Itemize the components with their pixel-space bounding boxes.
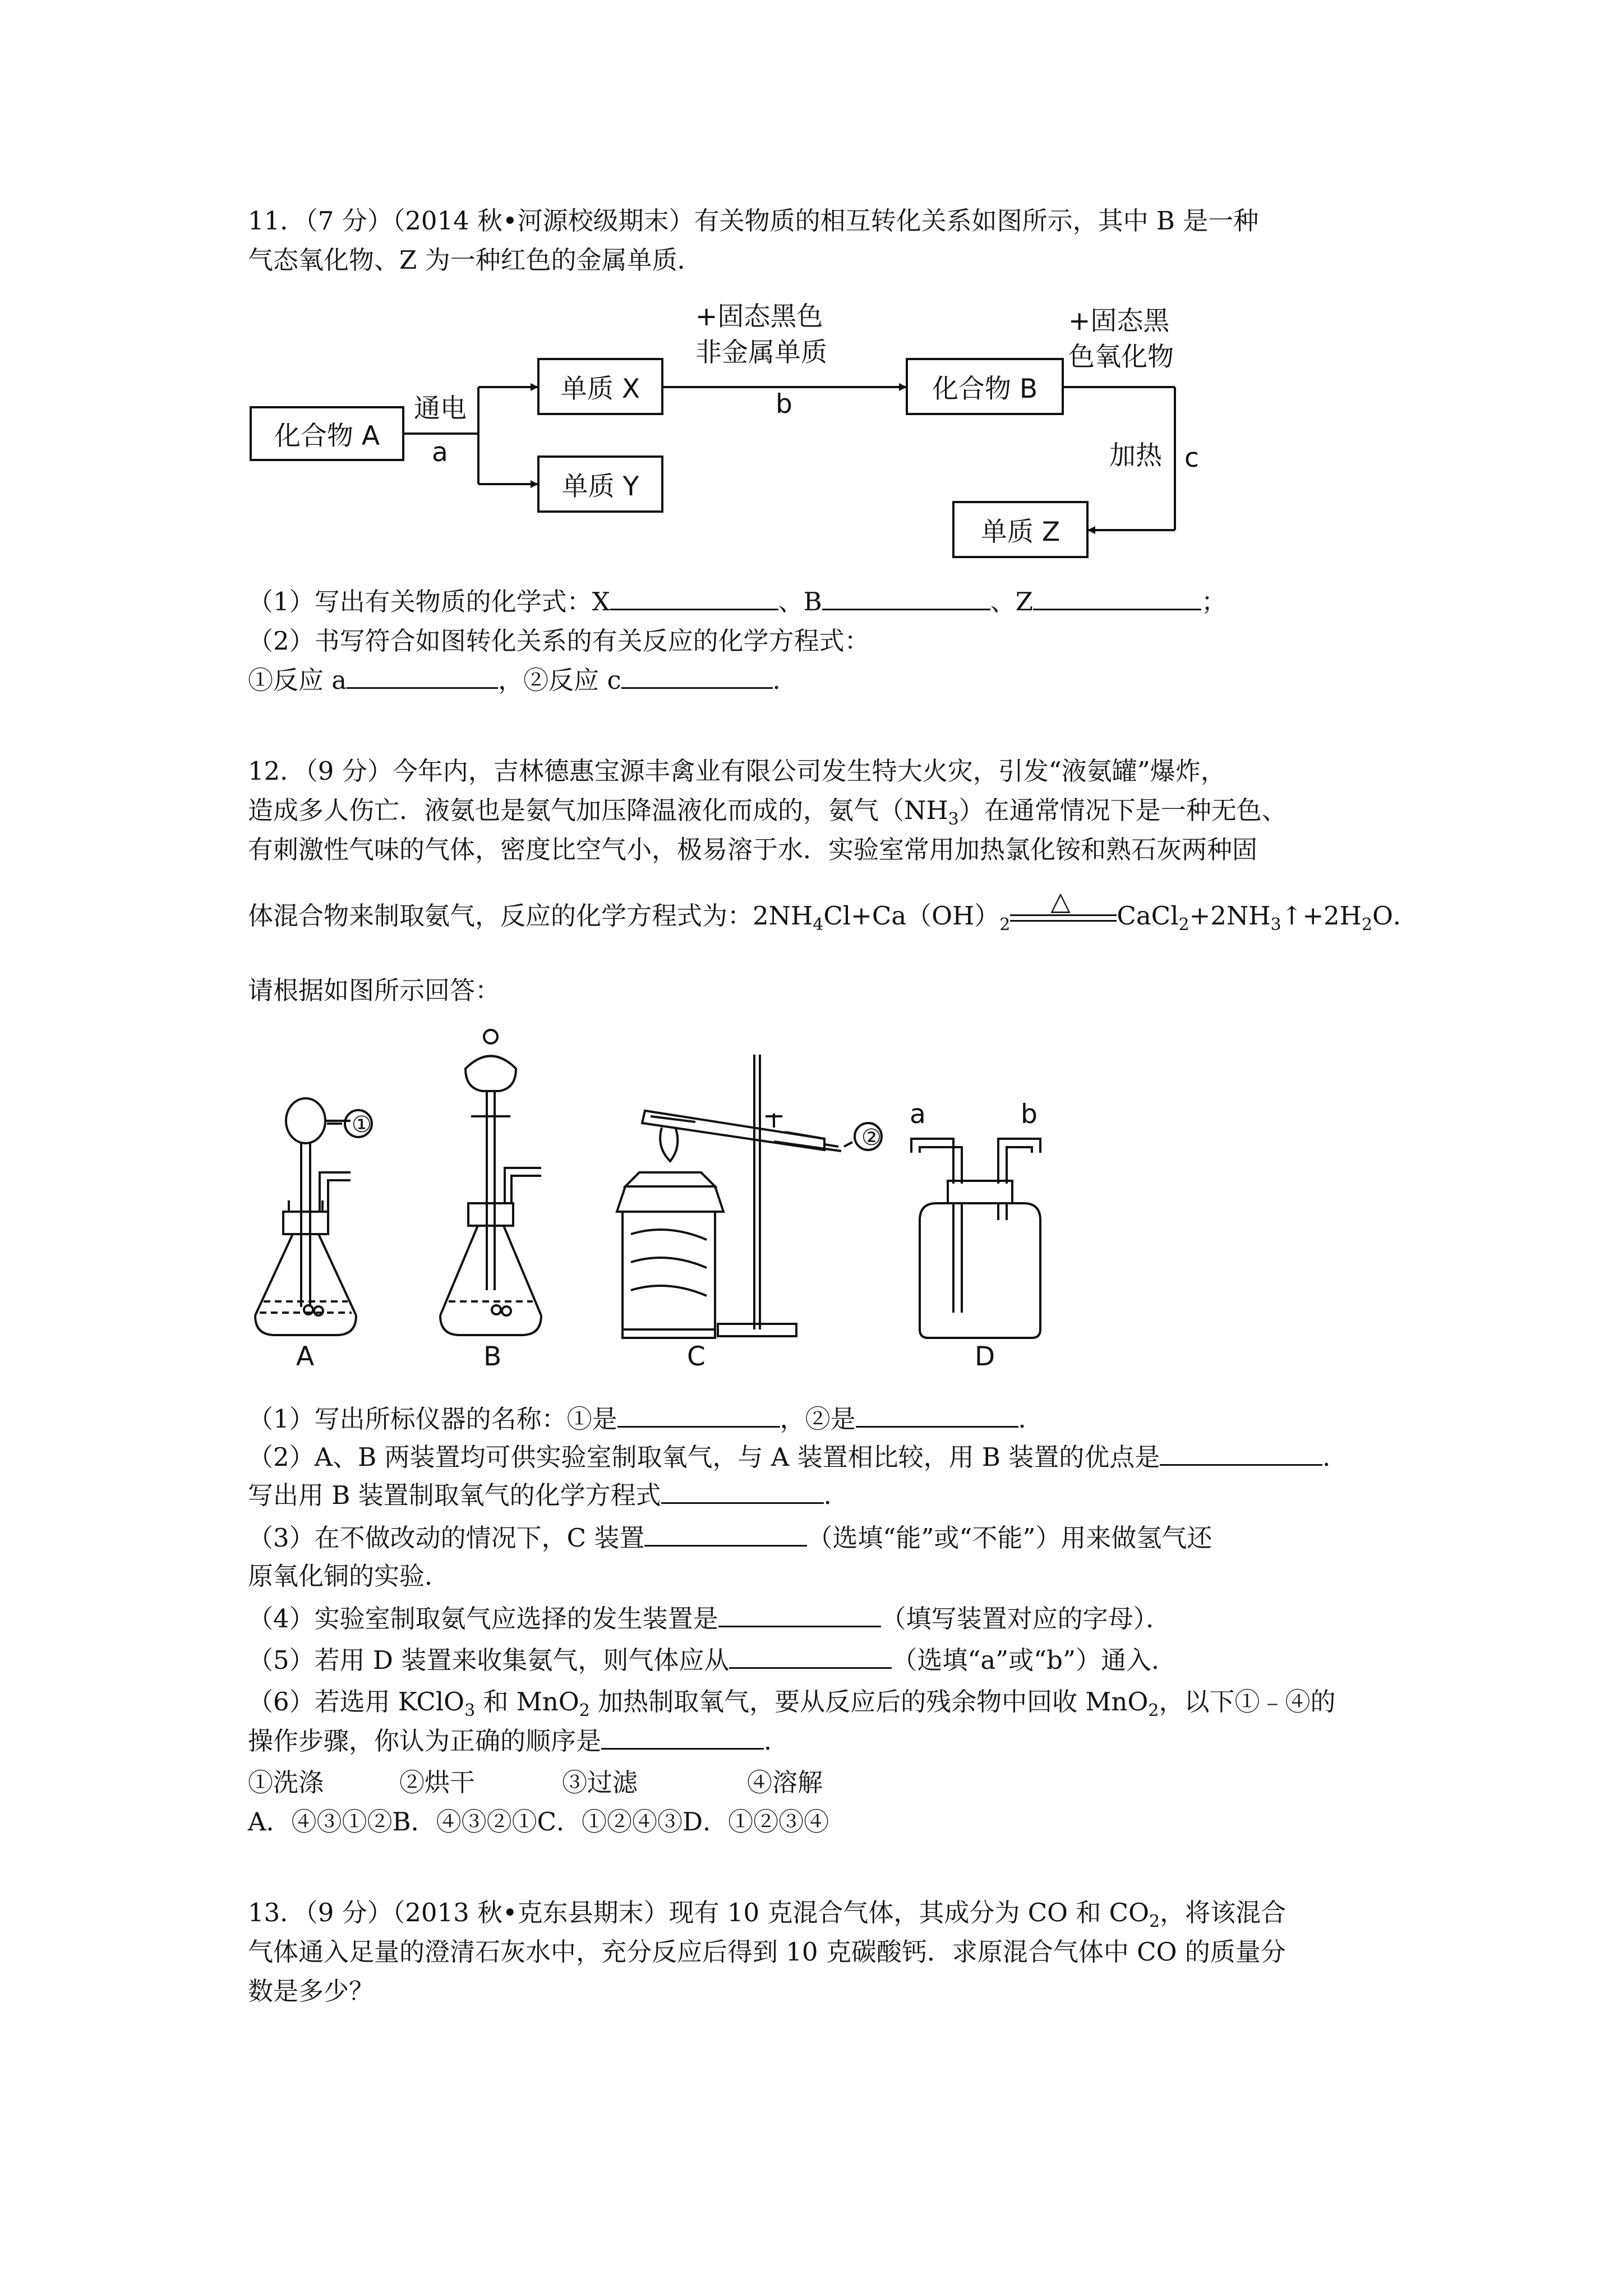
q11-header-line1: 11．（7 分）（2014 秋•河源校级期末）有关物质的相互转化关系如图所示，其中 B 是一种 bbox=[248, 206, 1259, 236]
apparatus-a-drawing bbox=[255, 1098, 356, 1335]
apparatus-b-drawing bbox=[440, 1030, 541, 1335]
q12-sub5: （5）若用 D 装置来收集氨气，则气体应从 （选填“a”或“b”）通入． bbox=[248, 1644, 1177, 1677]
label-b: b bbox=[776, 389, 792, 420]
q11-header-line2: 气态氧化物、Z 为一种红色的金属单质． bbox=[248, 245, 703, 275]
label-oxide-line2: 色氧化物 bbox=[1068, 342, 1174, 372]
q12-sub6-line2: 操作步骤，你认为正确的顺序是 ． bbox=[248, 1724, 789, 1758]
apparatus-d-label: D bbox=[975, 1341, 995, 1372]
label-c: c bbox=[1184, 443, 1199, 473]
answer-blank-c-device[interactable] bbox=[644, 1521, 807, 1547]
step-washing: ①洗涤 bbox=[248, 1768, 324, 1797]
answer-blank-instrument-1[interactable] bbox=[617, 1402, 780, 1428]
apparatus-a-label: A bbox=[296, 1341, 315, 1372]
element-x-label: 单质 X bbox=[560, 373, 640, 404]
label-a: a bbox=[432, 437, 448, 468]
answer-blank-oxygen-equation[interactable] bbox=[661, 1479, 824, 1504]
callout-1-label: ① bbox=[352, 1112, 372, 1138]
answer-blank-inlet[interactable] bbox=[729, 1644, 892, 1669]
q13-line3: 数是多少？ bbox=[248, 1976, 375, 2006]
apparatus-d-drawing bbox=[911, 1139, 1040, 1338]
label-solid-line2: 非金属单质 bbox=[695, 337, 827, 368]
q12-sub6: （6）若选用 KClO$_3$ 和 MnO$_2$ 加热制取氧气，要从反应后的残余物中回收 MnO$_2$，以下①﹣④的 bbox=[248, 1687, 1336, 1720]
q11-part1: （1）写出有关物质的化学式：X 、B 、Z ； bbox=[248, 585, 1227, 619]
q11-part3: ①反应 a ，②反应 c ． bbox=[248, 664, 798, 697]
label-tongdian: 通电 bbox=[414, 393, 467, 424]
q12-sub3-line2: 原氧化铜的实验． bbox=[248, 1561, 450, 1591]
q12-sub2-line2: 写出用 B 装置制取氧气的化学方程式 ． bbox=[248, 1479, 849, 1512]
answer-blank-generator[interactable] bbox=[718, 1602, 881, 1627]
label-heat: 加热 bbox=[1109, 440, 1162, 471]
q12-sub1: （1）写出所标仪器的名称：①是 ，②是 ． bbox=[248, 1402, 1044, 1436]
apparatus-c-drawing bbox=[617, 1055, 841, 1338]
step-drying: ②烘干 bbox=[399, 1768, 476, 1797]
q12-line3: 有刺激性气味的气体，密度比空气小，极易溶于水．实验室常用加热氯化铵和熟石灰两种固 bbox=[248, 835, 1258, 864]
q12-line2: 造成多人伤亡．液氨也是氨气加压降温液化而成的，氨气$(NH_3)$在通常情况下是一种无色、 bbox=[248, 795, 1287, 829]
compound-b-label: 化合物 B bbox=[932, 373, 1038, 404]
step-filtering: ③过滤 bbox=[562, 1768, 638, 1797]
apparatus-c-label: C bbox=[687, 1341, 706, 1372]
q12-sub4: （4）实验室制取氨气应选择的发生装置是 （填写装置对应的字母）． bbox=[248, 1602, 1171, 1636]
q11-part2: （2）书写符合如图转化关系的有关反应的化学方程式： bbox=[248, 626, 870, 656]
port-b-label: b bbox=[1021, 1099, 1038, 1130]
q12-line4-equation: 体混合物来制取氨气，反应的化学方程式为：$2NH_4Cl+Ca(OH)_2$ △ $CaCl_2+2NH_3↑+2H_2O$． bbox=[248, 885, 1418, 935]
step-dissolving: ④溶解 bbox=[747, 1768, 823, 1797]
q12-sub3: （3）在不做改动的情况下，C 装置 （选填“能”或“不能”）用来做氢气还 bbox=[248, 1521, 1212, 1555]
answer-options: A．④③①②B．④③②①C．①②④③D．①②③④ bbox=[248, 1807, 829, 1837]
apparatus-b-label: B bbox=[483, 1341, 502, 1372]
label-oxide-line1: +固态黑 bbox=[1068, 306, 1170, 337]
heat-condition-sign: △ bbox=[1010, 907, 1117, 930]
element-z-label: 单质 Z bbox=[980, 516, 1061, 547]
answer-blank-instrument-2[interactable] bbox=[856, 1402, 1018, 1428]
q13-line2: 气体通入足量的澄清石灰水中，充分反应后得到 10 克碳酸钙．求原混合气体中 CO 的质量分 bbox=[248, 1937, 1286, 1967]
q12-sub2: （2）A、B 两装置均可供实验室制取氧气，与 A 装置相比较，用 B 装置的优点是 ． bbox=[248, 1441, 1348, 1474]
element-y-label: 单质 Y bbox=[561, 471, 639, 502]
q12-line1: 12．（9 分）今年内，吉林德惠宝源丰禽业有限公司发生特大火灾，引发“液氨罐”爆炸， bbox=[248, 756, 1226, 786]
q13-line1: 13．（9 分）（2013 秋•克东县期末）现有 10 克混合气体，其成分为 CO 和 $CO_2$，将该混合 bbox=[248, 1898, 1287, 1931]
compound-a-label: 化合物 A bbox=[274, 420, 380, 452]
port-a-label: a bbox=[910, 1099, 926, 1130]
answer-blank-advantage[interactable] bbox=[1160, 1441, 1322, 1466]
q12-line5: 请根据如图所示回答： bbox=[248, 976, 501, 1005]
answer-blank-order[interactable] bbox=[601, 1724, 764, 1750]
label-solid-line1: +固态黑色 bbox=[695, 301, 823, 332]
callout-2-label: ② bbox=[861, 1125, 882, 1151]
